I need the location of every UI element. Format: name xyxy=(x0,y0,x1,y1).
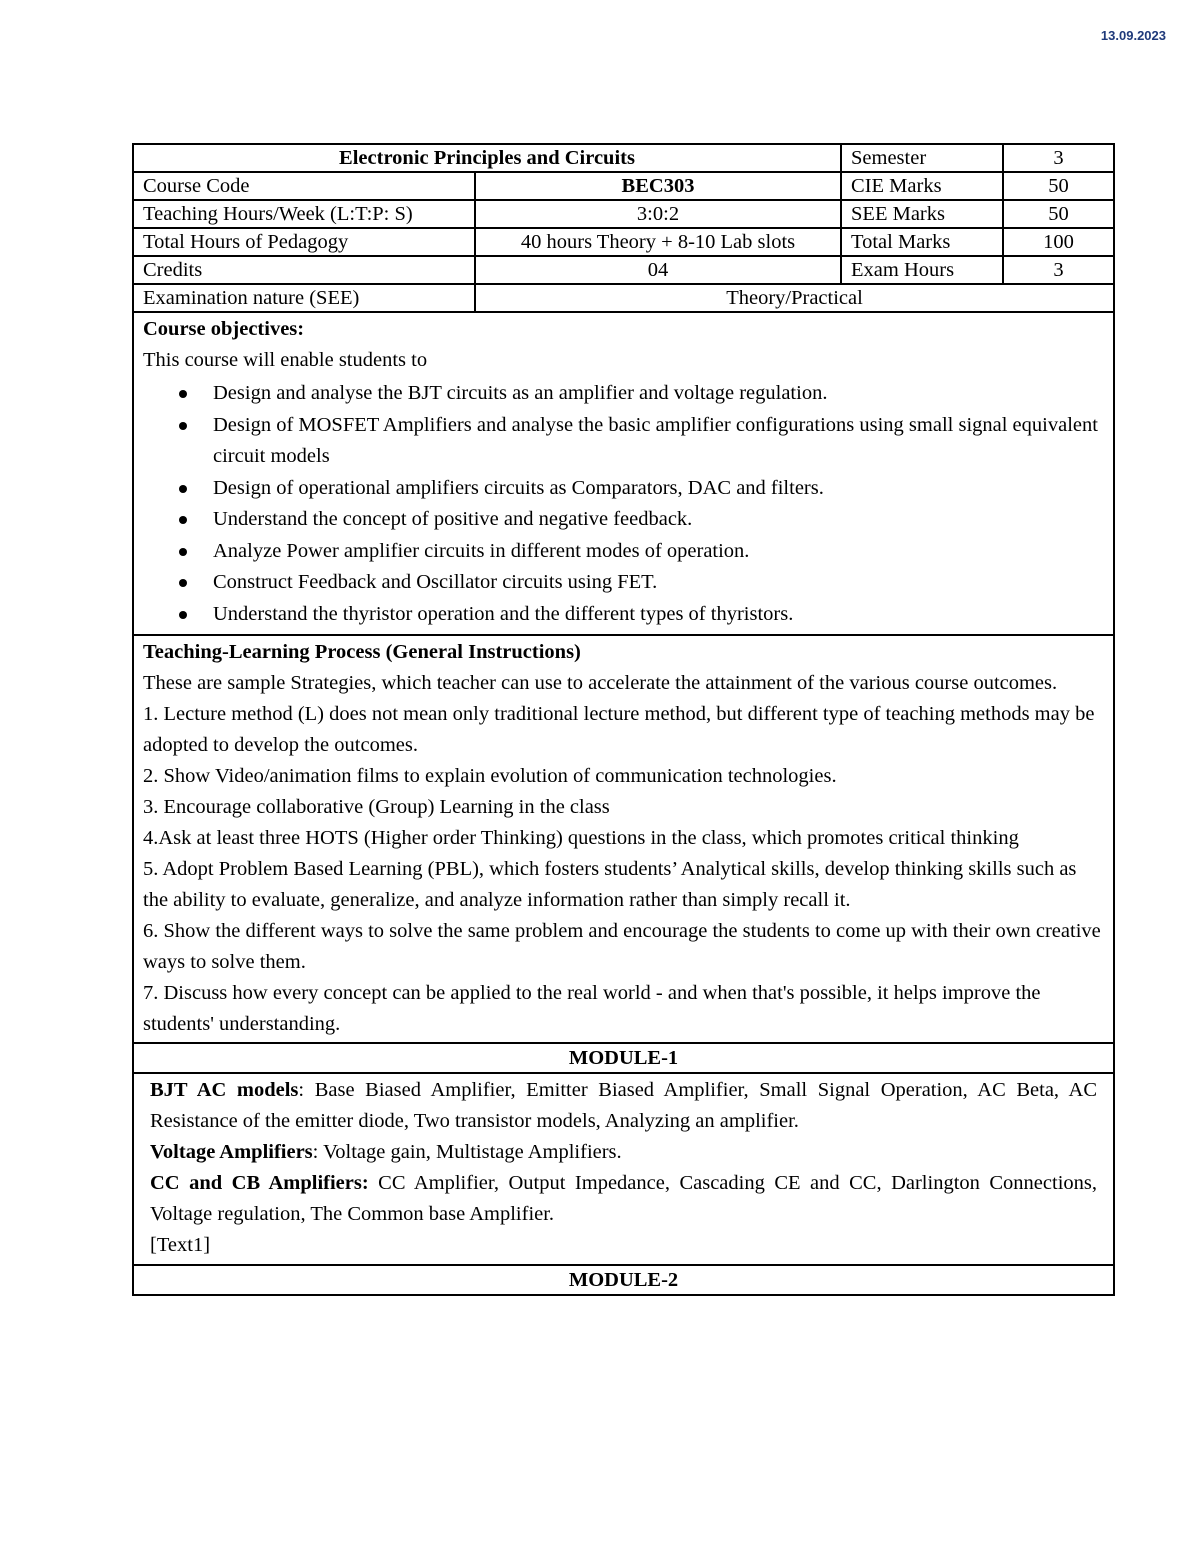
table-row xyxy=(133,256,1114,284)
table-row xyxy=(133,144,1114,172)
syllabus-table xyxy=(132,143,1115,1296)
module-1-content xyxy=(133,1073,1114,1265)
table-row xyxy=(133,635,1114,1043)
table-row xyxy=(133,1265,1114,1295)
semester-label: Semester xyxy=(841,144,1003,172)
cie-marks-value: 50 xyxy=(1003,172,1114,200)
see-marks-value: 50 xyxy=(1003,200,1114,228)
list-item: 1. Lecture method (L) does not mean only traditional lecture method, but different type of teaching methods may be adopted to develop the outcomes. xyxy=(143,703,1095,756)
list-item: 3. Encourage collaborative (Group) Learning in the class xyxy=(143,796,610,818)
total-marks-label: Total Marks xyxy=(841,228,1003,256)
module-2-heading: MODULE-2 xyxy=(133,1265,1114,1295)
list-item: 6. Show the different ways to solve the same problem and encourage the students to come up with their own creative ways to solve them. xyxy=(143,920,1101,973)
teaching-hours-label: Teaching Hours/Week (L:T:P: S) xyxy=(133,200,475,228)
cie-marks-label: CIE Marks xyxy=(841,172,1003,200)
list-item: Analyze Power amplifier circuits in different modes of operation. xyxy=(179,536,1104,568)
module-1-reference: [Text1] xyxy=(150,1234,211,1256)
table-row xyxy=(133,228,1114,256)
document-date: 13.09.2023 xyxy=(1100,28,1166,43)
module-1-paragraph xyxy=(150,1075,1097,1137)
topic-text: : Base Biased Amplifier, Emitter Biased Amplifier, Small Signal Operation, AC Beta, AC Resistance of the emitter diode, Two transistor models, Analyzing an amplifier. xyxy=(150,1079,1097,1132)
list-item: 4.Ask at least three HOTS (Higher order Thinking) questions in the class, which promotes critical thinking xyxy=(143,827,1019,849)
credits-label: Credits xyxy=(133,256,475,284)
objectives-list xyxy=(143,378,1104,630)
course-objectives-section xyxy=(133,312,1114,635)
exam-nature-value: Theory/Practical xyxy=(475,284,1114,312)
list-item: Understand the thyristor operation and the different types of thyristors. xyxy=(179,599,1104,631)
module-1-paragraph xyxy=(150,1168,1097,1230)
total-marks-value: 100 xyxy=(1003,228,1114,256)
list-item: Design and analyse the BJT circuits as an amplifier and voltage regulation. xyxy=(179,378,1104,410)
list-item: Design of operational amplifiers circuits as Comparators, DAC and filters. xyxy=(179,473,1104,505)
table-row xyxy=(133,284,1114,312)
table-row xyxy=(133,172,1114,200)
teaching-hours-value: 3:0:2 xyxy=(475,200,841,228)
table-row xyxy=(133,312,1114,635)
list-item: Construct Feedback and Oscillator circuits using FET. xyxy=(179,567,1104,599)
exam-hours-value: 3 xyxy=(1003,256,1114,284)
exam-nature-label: Examination nature (SEE) xyxy=(133,284,475,312)
topic-heading: Voltage Amplifiers xyxy=(150,1141,313,1163)
objectives-intro: This course will enable students to xyxy=(143,349,428,371)
list-item: Understand the concept of positive and negative feedback. xyxy=(179,504,1104,536)
course-code-value: BEC303 xyxy=(475,172,841,200)
credits-value: 04 xyxy=(475,256,841,284)
topic-heading: BJT AC models xyxy=(150,1079,299,1101)
pedagogy-hours-label: Total Hours of Pedagogy xyxy=(133,228,475,256)
course-title: Electronic Principles and Circuits xyxy=(133,144,841,172)
tlp-heading: Teaching-Learning Process (General Instructions) xyxy=(143,641,581,663)
module-1-heading: MODULE-1 xyxy=(133,1043,1114,1073)
course-code-label: Course Code xyxy=(133,172,475,200)
objectives-heading: Course objectives: xyxy=(143,318,305,340)
topic-text: : Voltage gain, Multistage Amplifiers. xyxy=(312,1141,622,1163)
table-row xyxy=(133,200,1114,228)
see-marks-label: SEE Marks xyxy=(841,200,1003,228)
pedagogy-hours-value: 40 hours Theory + 8-10 Lab slots xyxy=(475,228,841,256)
tlp-intro: These are sample Strategies, which teacher can use to accelerate the attainment of the various course outcomes. xyxy=(143,672,1058,694)
topic-text: CC Amplifier, Output Impedance, Cascading CE and CC, Darlington Connections, Voltage regulation, The Common base Amplifier. xyxy=(150,1172,1097,1225)
list-item: 5. Adopt Problem Based Learning (PBL), which fosters students’ Analytical skills, develop thinking skills such as the ability to evaluate, generalize, and analyze information rather than simply recall it. xyxy=(143,858,1077,911)
table-row xyxy=(133,1043,1114,1073)
list-item: 2. Show Video/animation films to explain evolution of communication technologies. xyxy=(143,765,837,787)
semester-value: 3 xyxy=(1003,144,1114,172)
table-row xyxy=(133,1073,1114,1265)
list-item: Design of MOSFET Amplifiers and analyse the basic amplifier configurations using small signal equivalent circuit models xyxy=(179,410,1104,473)
topic-heading: CC and CB Amplifiers: xyxy=(150,1172,369,1194)
teaching-learning-section xyxy=(133,635,1114,1043)
exam-hours-label: Exam Hours xyxy=(841,256,1003,284)
list-item: 7. Discuss how every concept can be applied to the real world - and when that's possible, it helps improve the students' understanding. xyxy=(143,982,1041,1035)
module-1-paragraph xyxy=(150,1137,1097,1168)
